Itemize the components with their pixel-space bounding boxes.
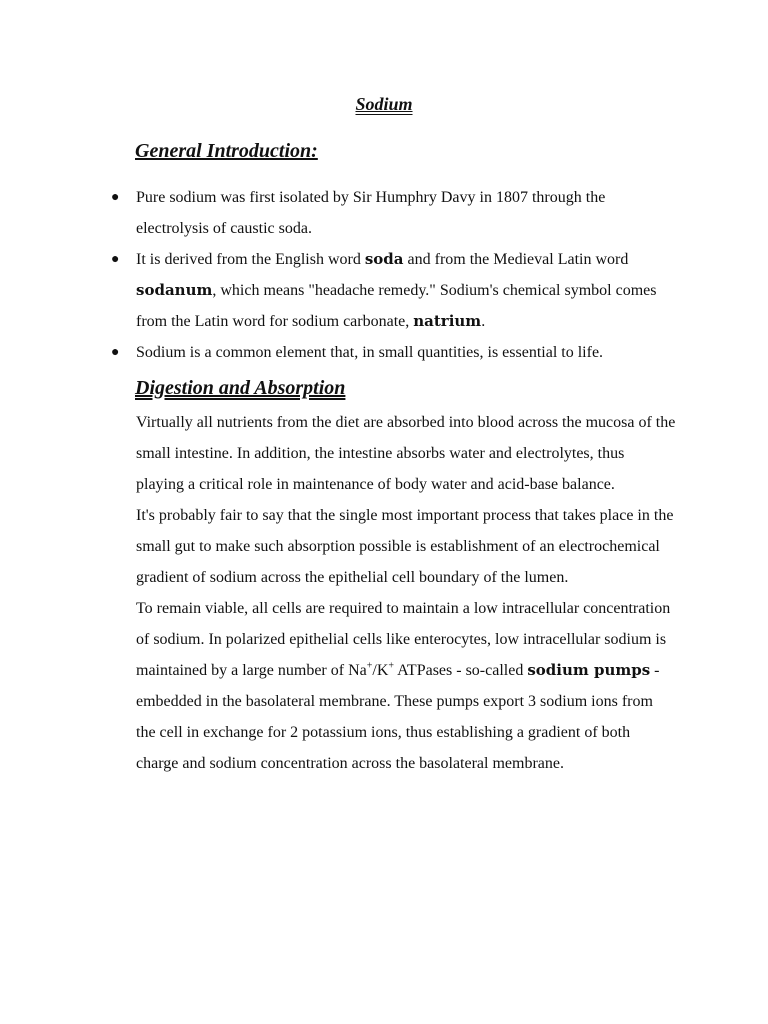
bullet-item: [0, 182, 768, 244]
bold-term: sodium pumps: [527, 661, 651, 679]
bold-term: sodanum: [136, 281, 213, 299]
paragraph: It's probably fair to say that the single most important process that takes place in the small gut to make such absorption possible is establishment of an electrochemical gradient of sodium across the epithelial cell boundary of the lumen.: [136, 507, 674, 586]
superscript: +: [366, 660, 373, 672]
document-title: Sodium: [355, 94, 413, 114]
intro-bullet-list: [0, 182, 768, 368]
bullet-text: It is derived from the English word soda and from the Medieval Latin word sodanum, which means "headache remedy." Sodium's chemical symbol comes from the Latin word for sodium carbonate, natrium.: [136, 250, 657, 330]
bold-term: natrium: [413, 312, 482, 330]
bullet-dot-icon: ●: [111, 252, 120, 267]
digestion-body: [136, 407, 676, 779]
bullet-text: Pure sodium was first isolated by Sir Humphry Davy in 1807 through the electrolysis of caustic soda.: [136, 189, 606, 237]
bullet-dot-icon: ●: [111, 190, 120, 205]
bullet-dot-icon: ●: [111, 345, 120, 360]
paragraph: Virtually all nutrients from the diet are absorbed into blood across the mucosa of the small intestine. In addition, the intestine absorbs water and electrolytes, thus playing a critical role in maintenance of body water and acid-base balance.: [136, 414, 676, 493]
bullet-text: Sodium is a common element that, in small quantities, is essential to life.: [136, 344, 604, 361]
superscript: +: [388, 660, 395, 672]
paragraph: To remain viable, all cells are required to maintain a low intracellular concentration of sodium. In polarized epithelial cells like enterocytes, low intracellular sodium is maintained by a large number of Na+/K+ ATPases - so-called sodium pumps - embedded in the basolateral membrane. These pumps export 3 sodium ions from the cell in exchange for 2 potassium ions, thus establishing a gradient of both charge and sodium concentration across the basolateral membrane.: [136, 600, 671, 772]
bold-term: soda: [364, 250, 404, 268]
intro-heading: General Introduction:: [135, 140, 318, 162]
bullet-item: [0, 337, 768, 368]
bullet-item: [0, 244, 768, 337]
digestion-heading: Digestion and Absorption: [135, 377, 346, 399]
